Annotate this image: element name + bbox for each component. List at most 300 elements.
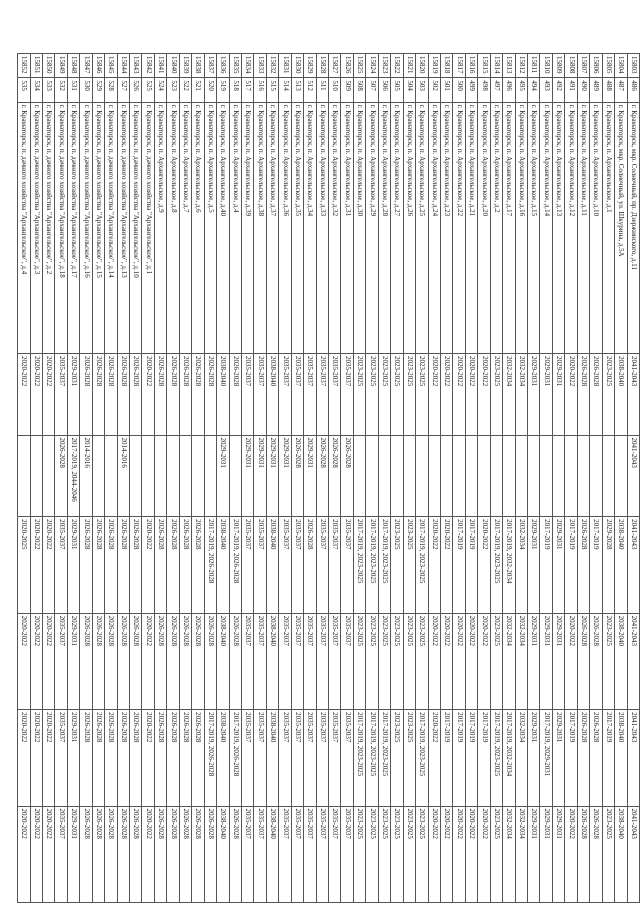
period-cell: 2023-2025 <box>378 353 390 435</box>
period-cell: 2035-2037 <box>291 517 303 613</box>
period-cell: 2020-2022 <box>43 710 55 806</box>
period-cell: 2017-2019 <box>453 517 465 613</box>
period-cell: 2026-2028 <box>167 517 179 613</box>
period-cell: 2026-2028 <box>192 710 204 806</box>
record-id-cell: 15816 <box>465 54 477 78</box>
address-cell: г. Краматорск, п. Архангельское, д.11 <box>577 102 589 353</box>
period-cell: 2029-2031 <box>552 710 564 806</box>
row-number-cell: 495 <box>515 78 527 102</box>
address-cell: г. Краматорск, п. Архангельское, д.4 <box>229 102 241 353</box>
period-cell: 2035-2037 <box>242 517 254 613</box>
period-cell: 2026-2028 <box>192 353 204 435</box>
period-cell: 2026-2028 <box>92 806 104 902</box>
row-number-cell: 508 <box>353 78 365 102</box>
table-row <box>229 54 241 903</box>
row-number-cell: 514 <box>279 78 291 102</box>
table-row <box>18 54 30 903</box>
address-cell: г. Краматорск, п. Архангельское, д.7 <box>179 102 191 353</box>
period-cell: 2026-2028 <box>55 435 67 517</box>
row-number-cell: 520 <box>204 78 216 102</box>
row-number-cell: 530 <box>80 78 92 102</box>
row-number-cell: 513 <box>291 78 303 102</box>
period-cell: 2038-2040 <box>266 710 278 806</box>
period-cell: 2017-2019 <box>441 710 453 806</box>
record-id-cell: 15825 <box>353 54 365 78</box>
period-cell: 2035-2037 <box>279 710 291 806</box>
period-cell <box>615 435 627 517</box>
period-cell: 2032-2034 <box>515 710 527 806</box>
period-cell <box>602 435 614 517</box>
table-row <box>403 54 415 903</box>
period-cell: 2026-2028 <box>105 353 117 435</box>
period-cell: 2026-2028 <box>179 517 191 613</box>
period-cell: 2020-2022 <box>428 613 440 709</box>
address-cell: г. Краматорск, п. дачного хозяйства "Архангельское", д.2 <box>43 102 55 353</box>
period-cell <box>154 435 166 517</box>
period-cell: 2026-2028 <box>179 613 191 709</box>
record-id-cell: 15829 <box>304 54 316 78</box>
period-cell: 2038-2040 <box>266 613 278 709</box>
period-cell: 2026-2028 <box>304 517 316 613</box>
period-cell: 2032-2034 <box>503 613 515 709</box>
row-number-cell: 509 <box>341 78 353 102</box>
period-cell: 2023-2025 <box>378 806 390 902</box>
period-cell: 2023-2025 <box>353 613 365 709</box>
period-cell: 2026-2028 <box>204 806 216 902</box>
period-cell: 2020-2022 <box>428 517 440 613</box>
period-cell: 2026-2028 <box>192 806 204 902</box>
period-cell: 2026-2028 <box>154 613 166 709</box>
period-cell: 2020-2022 <box>465 806 477 902</box>
period-cell: 2026-2028 <box>130 710 142 806</box>
period-cell: 2020-2022 <box>142 517 154 613</box>
table-row <box>55 54 67 903</box>
record-id-cell: 15828 <box>316 54 328 78</box>
period-cell: 2020-2022 <box>30 517 42 613</box>
period-cell: 2023-2025 <box>391 517 403 613</box>
period-cell: 2026-2028 <box>117 353 129 435</box>
table-row <box>291 54 303 903</box>
address-cell: г. Краматорск, п. дачного хозяйства "Архангельское", д.4 <box>18 102 30 353</box>
period-cell: 2035-2037 <box>279 517 291 613</box>
period-cell: 2026-2028 <box>204 353 216 435</box>
period-cell: 2020-2022 <box>441 353 453 435</box>
row-number-cell: 529 <box>92 78 104 102</box>
record-id-cell: 15837 <box>204 54 216 78</box>
period-cell: 2035-2037 <box>254 710 266 806</box>
period-cell: 2023-2025 <box>416 806 428 902</box>
table-row <box>204 54 216 903</box>
period-cell: 2026-2028 <box>577 517 589 613</box>
period-cell: 2029-2031 <box>279 435 291 517</box>
period-cell: 2014-2016 <box>117 435 129 517</box>
record-id-cell: 15811 <box>528 54 540 78</box>
record-id-cell: 15838 <box>192 54 204 78</box>
period-cell: 2035-2037 <box>55 806 67 902</box>
row-number-cell: 515 <box>266 78 278 102</box>
period-cell <box>465 435 477 517</box>
address-cell: г. Краматорск, п. Архангельское, д.31 <box>341 102 353 353</box>
row-number-cell: 535 <box>18 78 30 102</box>
period-cell: 2026-2028 <box>80 517 92 613</box>
period-cell: 2026-2028 <box>167 613 179 709</box>
table-row <box>478 54 490 903</box>
period-cell: 2020-2022 <box>30 710 42 806</box>
period-cell: 2020-2022 <box>428 353 440 435</box>
row-number-cell: 496 <box>503 78 515 102</box>
period-cell: 2020-2022 <box>453 353 465 435</box>
period-cell: 2020-2022 <box>43 353 55 435</box>
record-id-cell: 15841 <box>154 54 166 78</box>
period-cell: 2020-2022 <box>142 353 154 435</box>
table-row <box>105 54 117 903</box>
row-number-cell: 497 <box>490 78 502 102</box>
record-id-cell: 15814 <box>490 54 502 78</box>
address-cell: г. Краматорск, п. Архангельское, д.32 <box>329 102 341 353</box>
period-cell: 2017-2019, 2023-2025 <box>378 710 390 806</box>
period-cell: 2029-2031 <box>528 517 540 613</box>
record-id-cell: 15805 <box>602 54 614 78</box>
period-cell: 2020-2025 <box>18 517 30 613</box>
period-cell: 2041-2043 <box>627 710 639 806</box>
record-id-cell: 15848 <box>67 54 79 78</box>
period-cell: 2029-2031 <box>540 613 552 709</box>
table-row <box>416 54 428 903</box>
record-id-cell: 15847 <box>80 54 92 78</box>
period-cell: 2029-2031 <box>552 517 564 613</box>
period-cell: 2035-2037 <box>279 806 291 902</box>
record-id-cell: 15808 <box>565 54 577 78</box>
period-cell: 2026-2028 <box>590 710 602 806</box>
row-number-cell: 532 <box>55 78 67 102</box>
period-cell <box>142 435 154 517</box>
period-cell: 2026-2028 <box>590 353 602 435</box>
period-cell: 2038-2040 <box>217 710 229 806</box>
record-id-cell: 15831 <box>279 54 291 78</box>
table-row <box>391 54 403 903</box>
period-cell: 2032-2034 <box>503 806 515 902</box>
record-id-cell: 15812 <box>515 54 527 78</box>
period-cell: 2020-2022 <box>18 353 30 435</box>
record-id-cell: 15850 <box>43 54 55 78</box>
period-cell: 2020-2022 <box>465 613 477 709</box>
table-row <box>43 54 55 903</box>
address-cell: г. Краматорск, п. Архангельское, д.5 <box>204 102 216 353</box>
row-number-cell: 502 <box>428 78 440 102</box>
period-cell: 2035-2037 <box>291 353 303 435</box>
table-row <box>167 54 179 903</box>
row-number-cell: 534 <box>30 78 42 102</box>
row-number-cell: 517 <box>242 78 254 102</box>
row-number-cell: 524 <box>154 78 166 102</box>
period-cell: 2038-2040 <box>217 517 229 613</box>
table-row <box>329 54 341 903</box>
table-row <box>378 54 390 903</box>
period-cell <box>204 435 216 517</box>
address-cell: г. Краматорск, п. Архангельское, д.28 <box>378 102 390 353</box>
period-cell: 2020-2022 <box>43 806 55 902</box>
row-number-cell: 506 <box>378 78 390 102</box>
period-cell: 2026-2028 <box>92 613 104 709</box>
period-cell: 2035-2037 <box>242 806 254 902</box>
period-cell: 2020-2022 <box>478 517 490 613</box>
period-cell: 2035-2037 <box>341 710 353 806</box>
table-row <box>528 54 540 903</box>
period-cell: 2023-2025 <box>391 353 403 435</box>
period-cell: 2023-2025 <box>366 806 378 902</box>
period-cell: 2017-2019, 2032-2034 <box>503 710 515 806</box>
record-id-cell: 15819 <box>428 54 440 78</box>
period-cell: 2026-2028 <box>117 613 129 709</box>
record-id-cell: 15815 <box>478 54 490 78</box>
address-cell: г. Краматорск, п. Архангельское, д.21 <box>465 102 477 353</box>
row-number-cell: 512 <box>304 78 316 102</box>
address-cell: г. Краматорск, п. Архангельское, д.30 <box>353 102 365 353</box>
period-cell: 2035-2037 <box>304 613 316 709</box>
period-cell: 2041-2043 <box>627 517 639 613</box>
period-cell: 2026-2028 <box>154 353 166 435</box>
period-cell: 2029-2031 <box>67 710 79 806</box>
period-cell <box>428 435 440 517</box>
table-row <box>366 54 378 903</box>
period-cell <box>490 435 502 517</box>
period-cell: 2017-2019 <box>478 710 490 806</box>
table-row <box>515 54 527 903</box>
period-cell: 2029-2031 <box>242 435 254 517</box>
period-cell: 2020-2022 <box>441 806 453 902</box>
period-cell: 2026-2028 <box>329 435 341 517</box>
period-cell: 2020-2022 <box>441 517 453 613</box>
period-cell <box>353 435 365 517</box>
period-cell: 2026-2028 <box>130 613 142 709</box>
row-number-cell: 503 <box>416 78 428 102</box>
period-cell: 2035-2037 <box>316 806 328 902</box>
period-cell: 2029-2031 <box>540 353 552 435</box>
period-cell: 2017-2019, 2023-2025 <box>353 710 365 806</box>
period-cell: 2017-2019, 2044-2046 <box>67 435 79 517</box>
period-cell <box>416 435 428 517</box>
period-cell: 2020-2022 <box>428 806 440 902</box>
address-cell: г. Краматорск, п. Архангельское, д.15 <box>528 102 540 353</box>
period-cell: 2035-2037 <box>254 806 266 902</box>
row-number-cell: 490 <box>577 78 589 102</box>
period-cell: 2035-2037 <box>341 613 353 709</box>
table-row <box>192 54 204 903</box>
period-cell <box>528 435 540 517</box>
record-id-cell: 15840 <box>167 54 179 78</box>
period-cell: 2023-2025 <box>403 710 415 806</box>
table-row <box>242 54 254 903</box>
period-cell: 2020-2022 <box>478 613 490 709</box>
table-row <box>428 54 440 903</box>
row-number-cell: 489 <box>590 78 602 102</box>
table-row <box>465 54 477 903</box>
address-cell: г. Краматорск, п. Архангельское, д.38 <box>254 102 266 353</box>
period-cell: 2035-2037 <box>291 613 303 709</box>
table-row <box>154 54 166 903</box>
period-cell: 2020-2022 <box>565 353 577 435</box>
address-cell: г. Краматорск, п. Архангельское, д.8 <box>167 102 179 353</box>
period-cell: 2017-2019, 2029-2031 <box>540 710 552 806</box>
period-cell: 2029-2031 <box>217 435 229 517</box>
period-cell: 2017-2019 <box>565 710 577 806</box>
period-cell: 2041-2043 <box>627 435 639 517</box>
period-cell <box>179 435 191 517</box>
row-number-cell: 521 <box>192 78 204 102</box>
address-cell: г. Краматорск, п. Архангельское, д.24 <box>428 102 440 353</box>
record-id-cell: 15807 <box>577 54 589 78</box>
period-cell: 2020-2022 <box>18 613 30 709</box>
period-cell: 2029-2031 <box>528 353 540 435</box>
address-cell: г. Краматорск, п. Архангельское, д.1 <box>602 102 614 353</box>
period-cell: 2035-2037 <box>55 710 67 806</box>
period-cell: 2020-2022 <box>441 613 453 709</box>
row-number-cell: 531 <box>67 78 79 102</box>
period-cell: 2026-2028 <box>229 806 241 902</box>
period-cell: 2026-2028 <box>117 710 129 806</box>
record-id-cell: 15820 <box>416 54 428 78</box>
period-cell: 2035-2037 <box>316 613 328 709</box>
table-row <box>503 54 515 903</box>
period-cell: 2023-2025 <box>602 806 614 902</box>
address-cell: г. Краматорск, п. Архангельское, д.22 <box>453 102 465 353</box>
period-cell: 2020-2022 <box>43 613 55 709</box>
table-row <box>316 54 328 903</box>
period-cell: 2041-2043 <box>627 353 639 435</box>
period-cell: 2023-2025 <box>391 710 403 806</box>
period-cell: 2026-2028 <box>590 613 602 709</box>
row-number-cell: 498 <box>478 78 490 102</box>
record-id-cell: 15826 <box>341 54 353 78</box>
record-id-cell: 15827 <box>329 54 341 78</box>
period-cell <box>441 435 453 517</box>
address-cell: г. Краматорск, п. Архангельское, д.14 <box>540 102 552 353</box>
row-number-cell: 523 <box>167 78 179 102</box>
row-number-cell: 493 <box>540 78 552 102</box>
period-cell: 2023-2025 <box>353 353 365 435</box>
record-id-cell: 15804 <box>615 54 627 78</box>
period-cell: 2035-2037 <box>279 613 291 709</box>
period-cell: 2038-2040 <box>615 517 627 613</box>
row-number-cell: 500 <box>453 78 465 102</box>
period-cell: 2041-2043 <box>627 613 639 709</box>
period-cell: 2035-2037 <box>329 613 341 709</box>
period-cell: 2026-2028 <box>291 435 303 517</box>
record-id-cell: 15845 <box>105 54 117 78</box>
table-row <box>142 54 154 903</box>
table-row <box>490 54 502 903</box>
period-cell: 2026-2028 <box>92 710 104 806</box>
table-row <box>217 54 229 903</box>
record-id-cell: 15839 <box>179 54 191 78</box>
period-cell: 2035-2037 <box>316 517 328 613</box>
period-cell: 2026-2028 <box>179 806 191 902</box>
period-cell: 2023-2025 <box>416 353 428 435</box>
record-id-cell: 15824 <box>366 54 378 78</box>
table-row <box>30 54 42 903</box>
period-cell <box>192 435 204 517</box>
record-id-cell: 15822 <box>391 54 403 78</box>
period-cell: 2020-2022 <box>453 613 465 709</box>
address-cell: г. Краматорск, п. дачного хозяйства "Архангельское", д.15 <box>92 102 104 353</box>
period-cell <box>43 435 55 517</box>
period-cell: 2026-2028 <box>577 710 589 806</box>
period-cell: 2026-2028 <box>577 806 589 902</box>
table-body <box>18 54 640 903</box>
table-row <box>341 54 353 903</box>
address-cell: г. Краматорск, мкр. Солнечный, пр. Дзержинского, д.11 <box>627 102 639 353</box>
address-cell: г. Краматорск, п. Архангельское, д.9 <box>154 102 166 353</box>
rotated-table-scan <box>20 53 640 903</box>
row-number-cell: 519 <box>217 78 229 102</box>
address-cell: г. Краматорск, п. Архангельское, д.39 <box>242 102 254 353</box>
row-number-cell: 492 <box>552 78 564 102</box>
period-cell: 2026-2028 <box>117 517 129 613</box>
period-cell: 2029-2031 <box>552 613 564 709</box>
period-cell: 2035-2037 <box>341 517 353 613</box>
row-number-cell: 487 <box>615 78 627 102</box>
period-cell: 2038-2040 <box>615 806 627 902</box>
period-cell: 2038-2040 <box>266 517 278 613</box>
period-cell: 2035-2037 <box>55 613 67 709</box>
period-cell: 2035-2037 <box>242 710 254 806</box>
address-cell: г. Краматорск, п. Архангельское, д.13 <box>552 102 564 353</box>
address-cell: г. Краматорск, п. Архангельское, д.27 <box>391 102 403 353</box>
period-cell: 2032-2034 <box>515 806 527 902</box>
row-number-cell: 522 <box>179 78 191 102</box>
period-cell: 2017-2019 <box>465 517 477 613</box>
period-cell: 2035-2037 <box>329 517 341 613</box>
period-cell: 2038-2040 <box>615 710 627 806</box>
record-id-cell: 15810 <box>540 54 552 78</box>
period-cell: 2023-2025 <box>490 613 502 709</box>
period-cell: 2026-2028 <box>179 353 191 435</box>
record-id-cell: 15842 <box>142 54 154 78</box>
period-cell: 2026-2028 <box>192 613 204 709</box>
address-cell: г. Краматорск, п. Архангельское, д.33 <box>316 102 328 353</box>
period-cell: 2017-2019, 2023-2025 <box>490 710 502 806</box>
period-cell: 2020-2022 <box>478 353 490 435</box>
row-number-cell: 511 <box>316 78 328 102</box>
period-cell: 2023-2025 <box>403 517 415 613</box>
record-id-cell: 15803 <box>627 54 639 78</box>
table-row <box>602 54 614 903</box>
period-cell: 2023-2025 <box>490 806 502 902</box>
table-row <box>117 54 129 903</box>
record-id-cell: 15846 <box>92 54 104 78</box>
row-number-cell: 507 <box>366 78 378 102</box>
period-cell: 2026-2028 <box>105 710 117 806</box>
period-cell: 2026-2028 <box>229 613 241 709</box>
period-cell: 2017-2019, 2023-2025 <box>366 517 378 613</box>
period-cell: 2038-2040 <box>615 613 627 709</box>
period-cell: 2035-2037 <box>316 710 328 806</box>
period-cell: 2017-2019 <box>465 710 477 806</box>
row-number-cell: 501 <box>441 78 453 102</box>
period-cell <box>515 435 527 517</box>
record-id-cell: 15823 <box>378 54 390 78</box>
period-cell: 2038-2040 <box>615 353 627 435</box>
scanned-page <box>20 53 640 903</box>
period-cell: 2035-2037 <box>291 710 303 806</box>
period-cell: 2041-2043 <box>627 806 639 902</box>
period-cell: 2020-2022 <box>18 710 30 806</box>
address-cell: г. Краматорск, п. дачного хозяйства "Архангельское", д.10 <box>130 102 142 353</box>
period-cell: 2020-2022 <box>565 613 577 709</box>
record-id-cell: 15835 <box>229 54 241 78</box>
period-cell: 2020-2022 <box>565 806 577 902</box>
period-cell: 2029-2031 <box>67 613 79 709</box>
